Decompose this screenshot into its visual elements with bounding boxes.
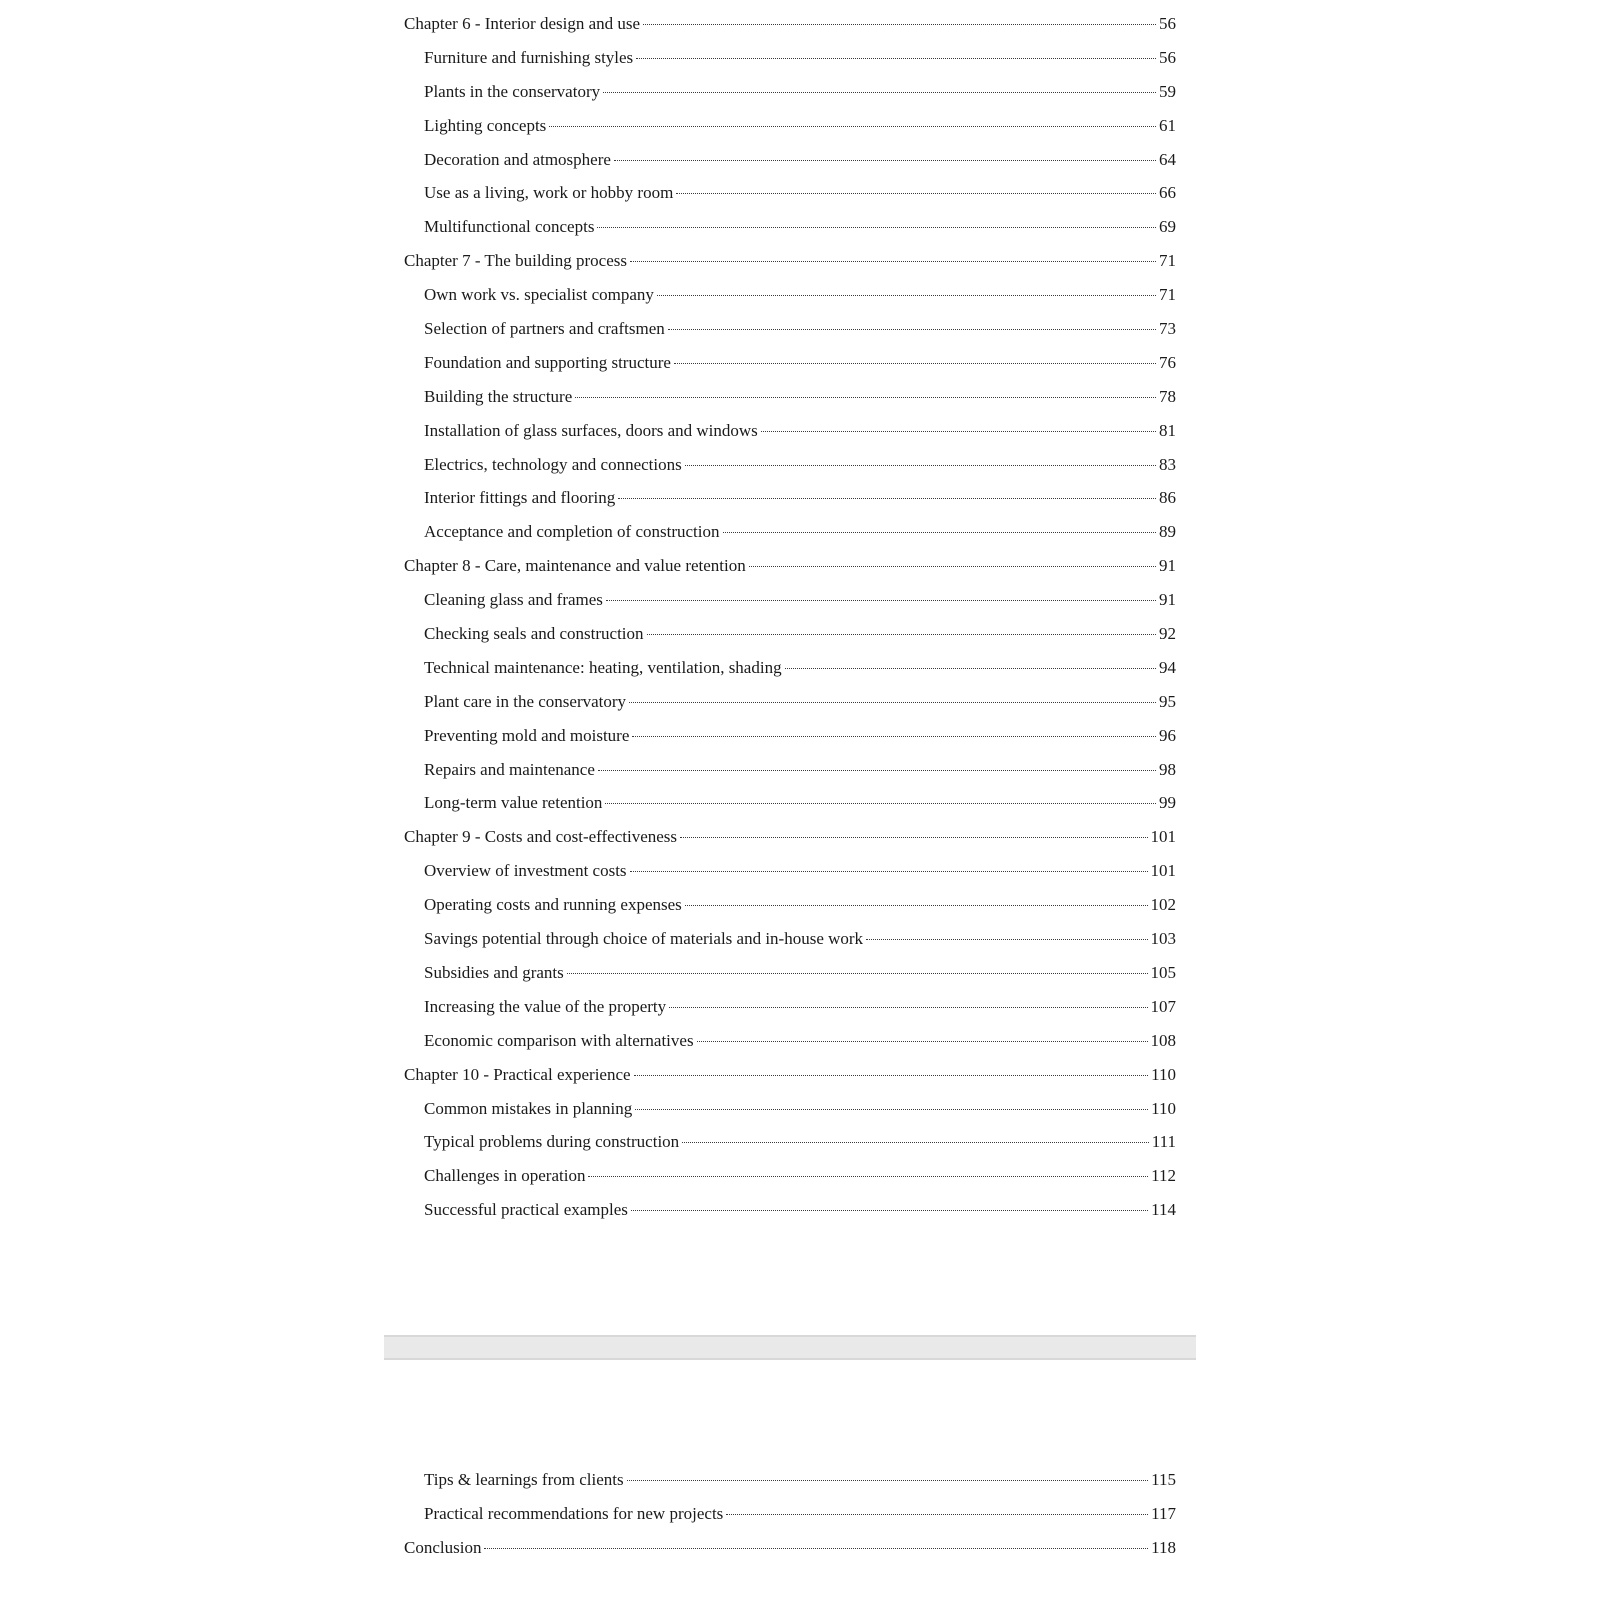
toc-entry-page-number: 101 (1150, 861, 1176, 881)
toc-entry-page-number: 103 (1150, 929, 1176, 949)
toc-entry-page-number: 91 (1159, 590, 1176, 610)
dot-leader (597, 227, 1156, 228)
toc-entry-page-number: 76 (1159, 352, 1176, 372)
dot-leader (761, 431, 1156, 432)
dot-leader (632, 736, 1156, 737)
toc-entry-page-number: 73 (1159, 319, 1176, 339)
toc-entry-title: Increasing the value of the property (424, 996, 667, 1016)
toc-entry-title: Repairs and maintenance (424, 759, 595, 779)
dot-leader (635, 1109, 1148, 1110)
toc-entry-page-number: 98 (1159, 759, 1176, 779)
toc-entry-title: Technical maintenance: heating, ventilation, shading (424, 657, 782, 677)
dot-leader (605, 803, 1156, 804)
toc-section-entry[interactable] (404, 583, 1176, 617)
toc-entry-page-number: 81 (1159, 420, 1176, 440)
dot-leader (680, 837, 1147, 838)
dot-leader (630, 261, 1156, 262)
toc-entry-title: Acceptance and completion of construction (424, 522, 720, 542)
dot-leader (598, 770, 1156, 771)
toc-entry-title: Foundation and supporting structure (424, 352, 671, 372)
toc-entry-title: Plant care in the conservatory (424, 691, 627, 711)
toc-section-entry[interactable] (404, 380, 1176, 414)
toc-entry-page-number: 56 (1159, 14, 1176, 33)
toc-entry-page-number: 71 (1159, 285, 1176, 305)
dot-leader (749, 566, 1156, 567)
toc-entry-page-number: 101 (1150, 827, 1176, 847)
toc-entry-title: Operating costs and running expenses (424, 895, 682, 915)
toc-section-entry[interactable] (404, 1092, 1176, 1126)
toc-entry-title: Chapter 7 - The building process (404, 251, 628, 271)
dot-leader (723, 532, 1157, 533)
dot-leader (668, 329, 1156, 330)
dot-leader (643, 24, 1156, 25)
toc-entry-title: Selection of partners and craftsmen (424, 319, 665, 339)
dot-leader (669, 1007, 1147, 1008)
table-of-contents (404, 7, 1176, 1227)
toc-entry-title: Savings potential through choice of materials and in-house work (424, 929, 864, 949)
toc-entry-page-number: 66 (1159, 183, 1176, 203)
dot-leader (606, 600, 1156, 601)
toc-entry-page-number: 102 (1150, 895, 1176, 915)
dot-leader (726, 1514, 1148, 1515)
toc-entry-title: Economic comparison with alternatives (424, 1030, 694, 1050)
document-page-1 (384, 0, 1196, 1335)
dot-leader (636, 58, 1156, 59)
dot-leader (634, 1075, 1149, 1076)
toc-entry-page-number: 56 (1159, 47, 1176, 67)
table-of-contents-continued (404, 1463, 1176, 1565)
toc-section-entry[interactable] (404, 685, 1176, 719)
toc-entry-title: Use as a living, work or hobby room (424, 183, 674, 203)
dot-leader (674, 363, 1156, 364)
dot-leader (484, 1548, 1148, 1549)
toc-section-entry[interactable] (404, 1497, 1176, 1531)
toc-section-entry[interactable] (404, 176, 1176, 210)
dot-leader (685, 465, 1156, 466)
toc-entry-page-number: 108 (1150, 1030, 1176, 1050)
toc-entry-page-number: 99 (1159, 793, 1176, 813)
toc-entry-title: Common mistakes in planning (424, 1098, 633, 1118)
toc-entry-title: Chapter 6 - Interior design and use (404, 14, 641, 33)
toc-entry-title: Decoration and atmosphere (424, 149, 611, 169)
dot-leader (627, 1480, 1149, 1481)
dot-leader (676, 193, 1156, 194)
toc-entry-title: Preventing mold and moisture (424, 725, 630, 745)
dot-leader (630, 871, 1148, 872)
toc-section-entry[interactable] (404, 278, 1176, 312)
dot-leader (603, 92, 1156, 93)
toc-entry-page-number: 110 (1151, 1098, 1176, 1118)
toc-entry-page-number: 71 (1159, 251, 1176, 271)
toc-section-entry[interactable] (404, 1463, 1176, 1497)
toc-entry-page-number: 83 (1159, 454, 1176, 474)
page-break-separator (384, 1335, 1196, 1360)
toc-entry-title: Building the structure (424, 386, 573, 406)
toc-chapter-entry[interactable] (404, 1058, 1176, 1092)
toc-entry-title: Electrics, technology and connections (424, 454, 682, 474)
dot-leader (588, 1176, 1148, 1177)
toc-entry-title: Checking seals and construction (424, 624, 644, 644)
toc-section-entry[interactable] (404, 75, 1176, 109)
dot-leader (866, 939, 1147, 940)
toc-section-entry[interactable] (404, 1024, 1176, 1058)
dot-leader (567, 973, 1148, 974)
toc-entry-title: Conclusion (404, 1537, 482, 1557)
toc-entry-page-number: 95 (1159, 691, 1176, 711)
toc-entry-page-number: 96 (1159, 725, 1176, 745)
toc-section-entry[interactable] (404, 1159, 1176, 1193)
toc-entry-title: Installation of glass surfaces, doors and windows (424, 420, 758, 440)
toc-entry-title: Successful practical examples (424, 1200, 628, 1220)
toc-chapter-entry[interactable] (404, 1531, 1176, 1565)
toc-entry-page-number: 78 (1159, 386, 1176, 406)
toc-entry-page-number: 64 (1159, 149, 1176, 169)
toc-section-entry[interactable] (404, 888, 1176, 922)
toc-entry-title: Challenges in operation (424, 1166, 586, 1186)
toc-entry-page-number: 92 (1159, 624, 1176, 644)
toc-section-entry[interactable] (404, 719, 1176, 753)
toc-section-entry[interactable] (404, 515, 1176, 549)
toc-entry-page-number: 69 (1159, 217, 1176, 237)
toc-section-entry[interactable] (404, 41, 1176, 75)
toc-entry-title: Interior fittings and flooring (424, 488, 616, 508)
dot-leader (575, 397, 1156, 398)
toc-entry-page-number: 114 (1151, 1200, 1176, 1220)
toc-entry-title: Subsidies and grants (424, 962, 564, 982)
toc-section-entry[interactable] (404, 956, 1176, 990)
toc-entry-title: Practical recommendations for new projects (424, 1503, 724, 1523)
toc-section-entry[interactable] (404, 990, 1176, 1024)
dot-leader (685, 905, 1148, 906)
toc-entry-page-number: 59 (1159, 81, 1176, 101)
toc-entry-title: Chapter 8 - Care, maintenance and value retention (404, 556, 746, 576)
toc-entry-page-number: 118 (1151, 1537, 1176, 1557)
dot-leader (629, 702, 1156, 703)
toc-section-entry[interactable] (404, 1193, 1176, 1227)
dot-leader (618, 498, 1156, 499)
toc-section-entry[interactable] (404, 414, 1176, 448)
toc-entry-page-number: 89 (1159, 522, 1176, 542)
toc-section-entry[interactable] (404, 651, 1176, 685)
dot-leader (697, 1041, 1148, 1042)
toc-entry-page-number: 111 (1151, 1132, 1176, 1152)
toc-entry-title: Tips & learnings from clients (424, 1470, 624, 1489)
toc-chapter-entry[interactable] (404, 820, 1176, 854)
toc-chapter-entry[interactable] (404, 7, 1176, 41)
toc-section-entry[interactable] (404, 109, 1176, 143)
toc-section-entry[interactable] (404, 922, 1176, 956)
toc-entry-page-number: 117 (1151, 1503, 1176, 1523)
toc-entry-title: Own work vs. specialist company (424, 285, 654, 305)
toc-entry-title: Lighting concepts (424, 115, 547, 135)
dot-leader (614, 160, 1156, 161)
toc-section-entry[interactable] (404, 210, 1176, 244)
toc-entry-page-number: 91 (1159, 556, 1176, 576)
toc-entry-page-number: 94 (1159, 657, 1176, 677)
dot-leader (785, 668, 1156, 669)
dot-leader (549, 126, 1156, 127)
toc-section-entry[interactable] (404, 753, 1176, 787)
toc-entry-page-number: 110 (1151, 1064, 1176, 1084)
toc-section-entry[interactable] (404, 448, 1176, 482)
toc-section-entry[interactable] (404, 312, 1176, 346)
toc-entry-title: Chapter 9 - Costs and cost-effectiveness (404, 827, 678, 847)
toc-section-entry[interactable] (404, 617, 1176, 651)
toc-entry-title: Typical problems during construction (424, 1132, 680, 1152)
toc-section-entry[interactable] (404, 854, 1176, 888)
toc-entry-page-number: 86 (1159, 488, 1176, 508)
document-page-2 (384, 1360, 1196, 1600)
toc-section-entry[interactable] (404, 786, 1176, 820)
toc-entry-page-number: 107 (1150, 996, 1176, 1016)
toc-entry-title: Long-term value retention (424, 793, 603, 813)
toc-chapter-entry[interactable] (404, 244, 1176, 278)
toc-entry-title: Plants in the conservatory (424, 81, 601, 101)
toc-entry-page-number: 105 (1150, 962, 1176, 982)
toc-section-entry[interactable] (404, 346, 1176, 380)
toc-chapter-entry[interactable] (404, 549, 1176, 583)
toc-section-entry[interactable] (404, 1125, 1176, 1159)
toc-entry-title: Furniture and furnishing styles (424, 47, 634, 67)
dot-leader (647, 634, 1156, 635)
toc-entry-title: Overview of investment costs (424, 861, 627, 881)
toc-entry-page-number: 115 (1151, 1470, 1176, 1489)
toc-entry-page-number: 61 (1159, 115, 1176, 135)
dot-leader (657, 295, 1156, 296)
toc-entry-title: Chapter 10 - Practical experience (404, 1064, 631, 1084)
toc-section-entry[interactable] (404, 481, 1176, 515)
dot-leader (631, 1210, 1148, 1211)
toc-entry-title: Cleaning glass and frames (424, 590, 603, 610)
toc-entry-page-number: 112 (1151, 1166, 1176, 1186)
dot-leader (682, 1142, 1149, 1143)
toc-entry-title: Multifunctional concepts (424, 217, 595, 237)
toc-section-entry[interactable] (404, 143, 1176, 177)
